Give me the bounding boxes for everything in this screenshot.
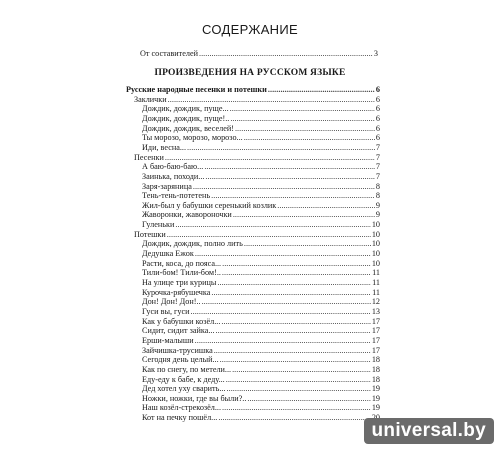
toc-entry [142,104,380,114]
toc-entry-page: 6 [375,123,380,133]
toc-entry-page: 18 [371,355,380,365]
toc-entry-page: 7 [375,152,380,162]
page-title: СОДЕРЖАНИЕ [201,22,298,37]
toc-entry-page: 10 [371,249,380,259]
toc-entry [142,384,380,394]
toc-entry [142,259,380,269]
toc-entry-label: Дон! Дон! Дон!.. [142,297,201,307]
toc-intro-entry [140,49,378,59]
toc-entry-label: Иди, весна... [142,142,187,152]
toc-entry-page: 10 [371,239,380,249]
toc-entry-page: 17 [371,335,380,345]
toc-entry [142,355,380,365]
toc-entry-page: 13 [371,306,380,316]
toc-entry [142,307,380,317]
toc-entry-label: Дождик, дождик, пуще!.. [142,113,230,123]
toc-entry [142,143,380,153]
toc-entry-label: Песенки [134,152,164,162]
dot-leader [168,95,375,105]
toc-entry-label: От составителей [140,49,198,58]
toc-entry-label: На улице три курицы [142,278,217,287]
dot-leader [167,230,371,240]
toc-entry [142,172,380,182]
dot-leader [165,153,375,163]
dot-leader [268,85,375,95]
toc-entry-label: Гуленьки [142,220,175,230]
toc-entry-label: Ты морозо, морозо, морозо... [142,133,243,143]
toc-entry [142,249,380,259]
toc-entry-label: Дождик, дождик, веселей! [142,123,234,133]
toc-entry [142,278,380,288]
dot-leader [221,317,370,327]
dot-leader [247,394,370,404]
toc-entry-label: Гуси вы, гуси [142,306,190,316]
toc-entry-label: Жил-был у бабушки серенький козлик [142,200,277,210]
toc-entry-label: Дождик, дождик, пуще... [142,104,229,114]
toc-entry [142,220,380,230]
toc-entry-label: Тень-тень-потетень [142,191,211,201]
toc-entry-label: Еду-еду к бабе, к деду... [142,374,225,384]
dot-leader [230,104,375,114]
toc-entry-page: 6 [375,94,380,104]
toc-entry [142,124,380,134]
toc-entry [142,162,380,172]
toc-entry-page: 8 [375,181,380,191]
toc-entry-page: 11 [372,278,380,287]
toc-entry-page: 19 [371,403,380,413]
toc-entry-label: Заинька, походи... [142,171,205,181]
toc-entry-label: Как по снегу, по метели... [142,364,232,374]
toc-entry-label: Заклички [134,94,167,104]
toc-entry-label: Ножки, ножки, где вы были?.. [142,393,247,403]
toc-entry [142,375,380,385]
toc-entry-label: Дедушка Ежок [142,249,194,259]
toc-entry-page: 11 [372,287,380,297]
toc-entry [142,346,380,356]
toc-entry-label: Ерши-малыши [142,335,194,345]
toc-entry-label: Зайчишка-трусишка [142,345,213,355]
toc-entry [142,239,380,249]
toc-entry-page: 10 [371,229,380,239]
toc-entry-label: Дед хотел уху сварить... [142,384,226,394]
dot-leader [230,114,375,124]
toc-entry [142,394,380,404]
dot-leader [218,413,371,423]
toc-entry-page: 7 [375,142,380,152]
toc-entry-page: 6 [375,113,380,123]
toc-entry-page: 6 [375,85,380,94]
toc-entry-page: 6 [375,104,380,114]
toc-entry-page: 18 [371,364,380,374]
dot-leader [175,220,370,230]
toc-entry-page: 17 [371,316,380,326]
toc-entry-page: 12 [371,297,380,307]
toc-entry [142,326,380,336]
dot-leader [193,182,375,192]
toc-entry-label: А баю-баю-баю... [142,162,204,172]
toc-entry [142,133,380,143]
dot-leader [233,210,375,220]
toc-entry [142,336,380,346]
toc-entry [142,201,380,211]
toc-entry [142,210,380,220]
toc-entry-label: Курочка-рябушечка [142,287,211,297]
watermark-logo: universal.by [364,418,494,444]
dot-leader [216,326,371,336]
toc-entry [142,114,380,124]
toc-entry-label: Наш козёл-стрекозёл... [142,403,222,413]
toc-entry-page: 19 [371,384,380,394]
dot-leader [244,239,371,249]
toc-entry-label: Сидит, сидит зайка... [142,326,215,336]
toc-entry-label: Потешки [134,229,166,239]
toc-entry-label: Кот на печку пошёл... [142,413,218,423]
dot-leader [277,201,375,211]
dot-leader [202,297,371,307]
toc-entry [126,85,380,95]
toc-entry-page: 6 [375,133,380,143]
toc-entry-page: 10 [371,258,380,268]
dot-leader [211,288,371,298]
toc-entry [142,317,380,327]
dot-leader [232,365,371,375]
dot-leader [195,249,371,259]
toc-entry-label: Расти, коса, до пояса... [142,258,222,268]
toc-entry-page: 17 [371,326,380,336]
dot-leader [226,375,371,385]
dot-leader [187,143,375,153]
toc-entry-page: 18 [371,374,380,384]
dot-leader [217,278,371,288]
dot-leader [227,384,371,394]
toc-entry [134,95,380,105]
toc-entry-page: 3 [373,49,378,58]
toc-entry-label: Жаворонки, жавороночки [142,210,232,220]
toc-entry [134,153,380,163]
dot-leader [199,49,373,59]
toc-entry-page: 7 [375,162,380,172]
dot-leader [244,133,375,143]
dot-leader [235,124,375,134]
dot-leader [222,268,371,278]
section-heading: ПРОИЗВЕДЕНИЯ НА РУССКОМ ЯЗЫКЕ [154,68,346,78]
dot-leader [211,191,375,201]
toc-entry-page: 9 [375,200,380,210]
toc-entry-label: Тили-бом! Тили-бом!.. [142,268,221,278]
toc-entry-page: 11 [372,268,380,278]
toc-entry-label: Сегодня день целый... [142,355,219,365]
toc-entry-page: 19 [371,393,380,403]
dot-leader [195,336,371,346]
toc-entry [142,403,380,413]
toc-entry-page: 8 [375,191,380,201]
toc-entry-label: Дождик, дождик, полно лить [142,239,243,249]
dot-leader [222,259,371,269]
dot-leader [204,162,375,172]
dot-leader [214,346,371,356]
dot-leader [205,172,374,182]
dot-leader [191,307,371,317]
toc-entry [142,182,380,192]
toc-entry-label: Русские народные песенки и потешки [126,85,267,94]
toc-entry [134,230,380,240]
toc-entry-page: 17 [371,345,380,355]
dot-leader [220,355,371,365]
dot-leader [222,403,371,413]
toc-entry [142,268,380,278]
toc-entry [142,191,380,201]
toc-entry-page: 9 [375,210,380,220]
toc-entry [142,413,380,423]
toc-entry [142,288,380,298]
toc-entry-label: Как у бабушки козёл... [142,316,221,326]
toc-entry-page: 7 [375,171,380,181]
toc-entry [142,297,380,307]
toc-entry-label: Заря-заряница [142,181,192,191]
toc-entry [142,365,380,375]
toc-entry-page: 10 [371,220,380,230]
